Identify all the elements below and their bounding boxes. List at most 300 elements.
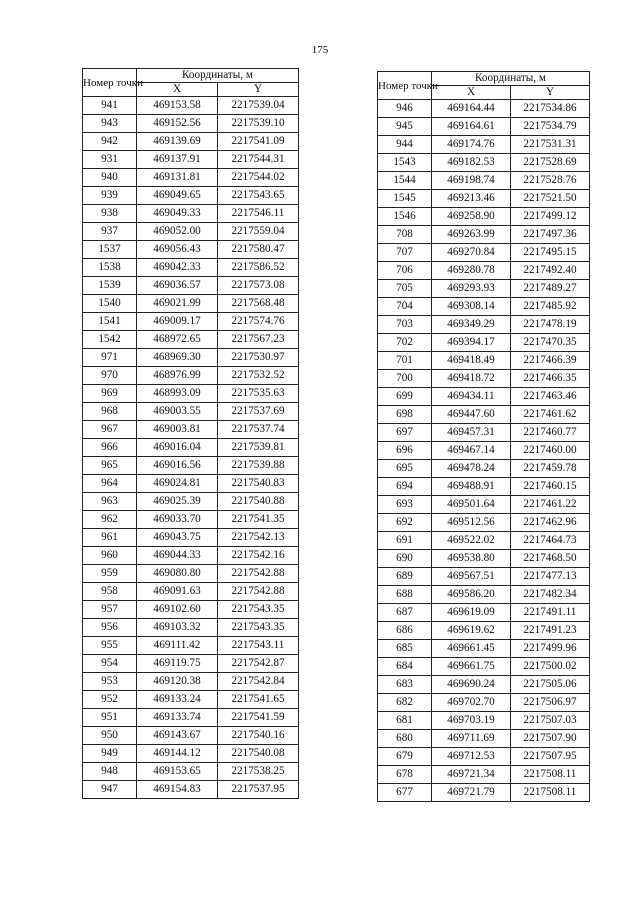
cell-x: 469043.75 <box>137 529 218 547</box>
cell-point-number: 1542 <box>83 331 137 349</box>
cell-y: 2217580.47 <box>218 241 299 259</box>
cell-y: 2217542.87 <box>218 655 299 673</box>
cell-y: 2217507.90 <box>511 730 590 748</box>
cell-y: 2217537.74 <box>218 421 299 439</box>
cell-point-number: 965 <box>83 457 137 475</box>
cell-y: 2217543.35 <box>218 601 299 619</box>
cell-x: 469661.45 <box>432 640 511 658</box>
table-row <box>83 133 299 151</box>
cell-y: 2217568.48 <box>218 295 299 313</box>
cell-point-number: 701 <box>378 352 432 370</box>
cell-y: 2217459.78 <box>511 460 590 478</box>
cell-point-number: 1541 <box>83 313 137 331</box>
cell-y: 2217559.04 <box>218 223 299 241</box>
table-row <box>83 601 299 619</box>
cell-y: 2217460.15 <box>511 478 590 496</box>
cell-x: 469137.91 <box>137 151 218 169</box>
cell-point-number: 703 <box>378 316 432 334</box>
cell-point-number: 945 <box>378 118 432 136</box>
cell-point-number: 700 <box>378 370 432 388</box>
cell-x: 469198.74 <box>432 172 511 190</box>
cell-x: 469488.91 <box>432 478 511 496</box>
table-row <box>83 655 299 673</box>
cell-x: 469091.63 <box>137 583 218 601</box>
cell-point-number: 1538 <box>83 259 137 277</box>
cell-x: 469049.33 <box>137 205 218 223</box>
cell-x: 469003.55 <box>137 403 218 421</box>
cell-point-number: 1543 <box>378 154 432 172</box>
cell-point-number: 706 <box>378 262 432 280</box>
cell-point-number: 938 <box>83 205 137 223</box>
cell-y: 2217482.34 <box>511 586 590 604</box>
cell-point-number: 688 <box>378 586 432 604</box>
cell-x: 469258.90 <box>432 208 511 226</box>
table-row <box>378 244 590 262</box>
cell-y: 2217478.19 <box>511 316 590 334</box>
cell-point-number: 678 <box>378 766 432 784</box>
coordinates-table-right <box>377 71 590 802</box>
cell-x: 469133.74 <box>137 709 218 727</box>
cell-y: 2217539.81 <box>218 439 299 457</box>
cell-x: 469111.42 <box>137 637 218 655</box>
cell-x: 469056.43 <box>137 241 218 259</box>
cell-point-number: 971 <box>83 349 137 367</box>
table-row <box>378 532 590 550</box>
cell-point-number: 689 <box>378 568 432 586</box>
cell-x: 468976.99 <box>137 367 218 385</box>
table-row <box>378 388 590 406</box>
header-y: Y <box>218 83 299 97</box>
cell-y: 2217466.39 <box>511 352 590 370</box>
cell-y: 2217497.36 <box>511 226 590 244</box>
table-row <box>378 784 590 802</box>
cell-point-number: 697 <box>378 424 432 442</box>
cell-point-number: 942 <box>83 133 137 151</box>
cell-y: 2217500.02 <box>511 658 590 676</box>
table-body-right <box>378 100 590 802</box>
cell-y: 2217541.65 <box>218 691 299 709</box>
cell-y: 2217466.35 <box>511 370 590 388</box>
cell-y: 2217460.00 <box>511 442 590 460</box>
cell-y: 2217461.62 <box>511 406 590 424</box>
cell-x: 469174.76 <box>432 136 511 154</box>
cell-x: 469721.34 <box>432 766 511 784</box>
cell-y: 2217542.13 <box>218 529 299 547</box>
table-row <box>378 352 590 370</box>
cell-point-number: 705 <box>378 280 432 298</box>
table-row <box>378 622 590 640</box>
cell-y: 2217460.77 <box>511 424 590 442</box>
cell-point-number: 707 <box>378 244 432 262</box>
cell-point-number: 964 <box>83 475 137 493</box>
cell-y: 2217586.52 <box>218 259 299 277</box>
cell-y: 2217491.11 <box>511 604 590 622</box>
table-row <box>83 241 299 259</box>
cell-y: 2217508.11 <box>511 766 590 784</box>
table-row <box>378 424 590 442</box>
cell-x: 469586.20 <box>432 586 511 604</box>
cell-point-number: 693 <box>378 496 432 514</box>
cell-y: 2217567.23 <box>218 331 299 349</box>
table-row <box>83 169 299 187</box>
cell-y: 2217491.23 <box>511 622 590 640</box>
cell-point-number: 1537 <box>83 241 137 259</box>
table-row <box>378 172 590 190</box>
cell-x: 469033.70 <box>137 511 218 529</box>
cell-y: 2217537.69 <box>218 403 299 421</box>
cell-y: 2217540.16 <box>218 727 299 745</box>
cell-x: 469102.60 <box>137 601 218 619</box>
table-row <box>83 295 299 313</box>
cell-y: 2217542.84 <box>218 673 299 691</box>
cell-point-number: 696 <box>378 442 432 460</box>
table-row <box>83 709 299 727</box>
cell-x: 469044.33 <box>137 547 218 565</box>
cell-point-number: 1544 <box>378 172 432 190</box>
cell-point-number: 702 <box>378 334 432 352</box>
cell-point-number: 1540 <box>83 295 137 313</box>
cell-y: 2217539.04 <box>218 97 299 115</box>
cell-x: 469036.57 <box>137 277 218 295</box>
table-row <box>83 421 299 439</box>
cell-point-number: 946 <box>378 100 432 118</box>
cell-y: 2217541.35 <box>218 511 299 529</box>
cell-point-number: 1539 <box>83 277 137 295</box>
cell-x: 469049.65 <box>137 187 218 205</box>
table-row <box>378 262 590 280</box>
header-x: X <box>432 86 511 100</box>
cell-point-number: 679 <box>378 748 432 766</box>
cell-point-number: 952 <box>83 691 137 709</box>
table-row <box>83 475 299 493</box>
cell-y: 2217544.02 <box>218 169 299 187</box>
cell-x: 469721.79 <box>432 784 511 802</box>
table-row <box>378 712 590 730</box>
cell-x: 469182.53 <box>432 154 511 172</box>
cell-point-number: 680 <box>378 730 432 748</box>
cell-point-number: 698 <box>378 406 432 424</box>
cell-y: 2217540.08 <box>218 745 299 763</box>
cell-point-number: 970 <box>83 367 137 385</box>
header-x: X <box>137 83 218 97</box>
cell-point-number: 958 <box>83 583 137 601</box>
cell-y: 2217528.69 <box>511 154 590 172</box>
table-row <box>83 439 299 457</box>
cell-point-number: 695 <box>378 460 432 478</box>
cell-x: 469308.14 <box>432 298 511 316</box>
cell-y: 2217543.11 <box>218 637 299 655</box>
cell-y: 2217507.95 <box>511 748 590 766</box>
cell-x: 469009.17 <box>137 313 218 331</box>
table-row <box>378 730 590 748</box>
cell-point-number: 684 <box>378 658 432 676</box>
table-row <box>378 766 590 784</box>
cell-x: 469016.04 <box>137 439 218 457</box>
cell-x: 469293.93 <box>432 280 511 298</box>
table-row <box>378 154 590 172</box>
cell-point-number: 948 <box>83 763 137 781</box>
cell-x: 469567.51 <box>432 568 511 586</box>
table-row <box>378 406 590 424</box>
cell-y: 2217542.16 <box>218 547 299 565</box>
cell-y: 2217461.22 <box>511 496 590 514</box>
table-row <box>378 280 590 298</box>
header-point-number: Номер точки <box>83 69 137 97</box>
cell-point-number: 969 <box>83 385 137 403</box>
cell-x: 469016.56 <box>137 457 218 475</box>
table-row <box>378 208 590 226</box>
table-row <box>83 259 299 277</box>
table-row <box>378 658 590 676</box>
cell-y: 2217542.88 <box>218 583 299 601</box>
table-row <box>83 403 299 421</box>
cell-x: 469702.70 <box>432 694 511 712</box>
cell-x: 469661.75 <box>432 658 511 676</box>
table-row <box>83 583 299 601</box>
cell-x: 469418.49 <box>432 352 511 370</box>
table-row <box>83 565 299 583</box>
table-row <box>83 547 299 565</box>
cell-x: 469690.24 <box>432 676 511 694</box>
cell-x: 469434.11 <box>432 388 511 406</box>
cell-point-number: 957 <box>83 601 137 619</box>
cell-y: 2217539.88 <box>218 457 299 475</box>
table-row <box>83 637 299 655</box>
cell-y: 2217507.03 <box>511 712 590 730</box>
header-y: Y <box>511 86 590 100</box>
coordinates-table-left <box>82 68 299 799</box>
cell-point-number: 961 <box>83 529 137 547</box>
table-row <box>83 385 299 403</box>
cell-point-number: 677 <box>378 784 432 802</box>
cell-point-number: 944 <box>378 136 432 154</box>
cell-x: 469152.56 <box>137 115 218 133</box>
table-row <box>378 442 590 460</box>
cell-y: 2217544.31 <box>218 151 299 169</box>
cell-y: 2217477.13 <box>511 568 590 586</box>
table-row <box>378 226 590 244</box>
cell-x: 469133.24 <box>137 691 218 709</box>
table-row <box>378 550 590 568</box>
cell-y: 2217541.09 <box>218 133 299 151</box>
cell-y: 2217534.79 <box>511 118 590 136</box>
cell-point-number: 947 <box>83 781 137 799</box>
cell-point-number: 955 <box>83 637 137 655</box>
table-row <box>83 331 299 349</box>
cell-x: 469619.62 <box>432 622 511 640</box>
cell-y: 2217492.40 <box>511 262 590 280</box>
cell-x: 469270.84 <box>432 244 511 262</box>
cell-y: 2217499.12 <box>511 208 590 226</box>
cell-point-number: 1546 <box>378 208 432 226</box>
cell-x: 469349.29 <box>432 316 511 334</box>
table-row <box>378 460 590 478</box>
cell-y: 2217543.35 <box>218 619 299 637</box>
table-row <box>83 187 299 205</box>
table-row <box>83 763 299 781</box>
table-row <box>83 529 299 547</box>
table-row <box>378 370 590 388</box>
table-row <box>378 298 590 316</box>
table-row <box>378 118 590 136</box>
table-row <box>83 115 299 133</box>
cell-x: 469447.60 <box>432 406 511 424</box>
cell-point-number: 950 <box>83 727 137 745</box>
table-row <box>378 604 590 622</box>
cell-point-number: 959 <box>83 565 137 583</box>
cell-y: 2217506.97 <box>511 694 590 712</box>
cell-x: 469711.69 <box>432 730 511 748</box>
cell-point-number: 941 <box>83 97 137 115</box>
cell-y: 2217535.63 <box>218 385 299 403</box>
cell-y: 2217531.31 <box>511 136 590 154</box>
table-row <box>83 313 299 331</box>
table-row <box>378 694 590 712</box>
cell-point-number: 704 <box>378 298 432 316</box>
cell-x: 469103.32 <box>137 619 218 637</box>
cell-y: 2217499.96 <box>511 640 590 658</box>
cell-point-number: 963 <box>83 493 137 511</box>
cell-point-number: 691 <box>378 532 432 550</box>
cell-x: 469154.83 <box>137 781 218 799</box>
table-row <box>83 457 299 475</box>
cell-y: 2217540.83 <box>218 475 299 493</box>
cell-x: 469703.19 <box>432 712 511 730</box>
cell-x: 469153.58 <box>137 97 218 115</box>
cell-y: 2217464.73 <box>511 532 590 550</box>
cell-x: 469478.24 <box>432 460 511 478</box>
cell-y: 2217485.92 <box>511 298 590 316</box>
table-row <box>378 190 590 208</box>
cell-x: 469080.80 <box>137 565 218 583</box>
cell-y: 2217539.10 <box>218 115 299 133</box>
cell-y: 2217540.88 <box>218 493 299 511</box>
table-row <box>83 97 299 115</box>
cell-point-number: 692 <box>378 514 432 532</box>
cell-y: 2217528.76 <box>511 172 590 190</box>
table-row <box>378 334 590 352</box>
cell-x: 469120.38 <box>137 673 218 691</box>
cell-x: 469143.67 <box>137 727 218 745</box>
table-row <box>83 727 299 745</box>
table-body-left <box>83 97 299 799</box>
cell-point-number: 686 <box>378 622 432 640</box>
cell-y: 2217532.52 <box>218 367 299 385</box>
cell-x: 469025.39 <box>137 493 218 511</box>
cell-y: 2217505.06 <box>511 676 590 694</box>
table-row <box>378 100 590 118</box>
header-coordinates: Координаты, м <box>432 72 590 86</box>
table-row <box>83 745 299 763</box>
cell-x: 469024.81 <box>137 475 218 493</box>
header-coordinates: Координаты, м <box>137 69 299 83</box>
cell-y: 2217541.59 <box>218 709 299 727</box>
cell-x: 469501.64 <box>432 496 511 514</box>
cell-x: 469457.31 <box>432 424 511 442</box>
table-row <box>83 691 299 709</box>
cell-y: 2217573.08 <box>218 277 299 295</box>
cell-point-number: 690 <box>378 550 432 568</box>
cell-y: 2217538.25 <box>218 763 299 781</box>
table-row <box>83 673 299 691</box>
cell-x: 469144.12 <box>137 745 218 763</box>
cell-x: 469003.81 <box>137 421 218 439</box>
table-row <box>83 205 299 223</box>
cell-x: 469418.72 <box>432 370 511 388</box>
cell-point-number: 962 <box>83 511 137 529</box>
cell-y: 2217508.11 <box>511 784 590 802</box>
table-row <box>378 568 590 586</box>
cell-x: 469164.44 <box>432 100 511 118</box>
cell-y: 2217470.35 <box>511 334 590 352</box>
table-row <box>83 367 299 385</box>
cell-point-number: 1545 <box>378 190 432 208</box>
cell-y: 2217537.95 <box>218 781 299 799</box>
cell-x: 469394.17 <box>432 334 511 352</box>
cell-point-number: 681 <box>378 712 432 730</box>
cell-y: 2217542.88 <box>218 565 299 583</box>
table-row <box>378 586 590 604</box>
cell-x: 469467.14 <box>432 442 511 460</box>
cell-x: 468972.65 <box>137 331 218 349</box>
header-point-number: Номер точки <box>378 72 432 100</box>
cell-x: 469263.99 <box>432 226 511 244</box>
cell-x: 469512.56 <box>432 514 511 532</box>
cell-point-number: 954 <box>83 655 137 673</box>
cell-x: 468993.09 <box>137 385 218 403</box>
cell-point-number: 694 <box>378 478 432 496</box>
cell-y: 2217463.46 <box>511 388 590 406</box>
cell-point-number: 699 <box>378 388 432 406</box>
cell-y: 2217462.96 <box>511 514 590 532</box>
table-row <box>83 151 299 169</box>
cell-x: 469052.00 <box>137 223 218 241</box>
cell-y: 2217543.65 <box>218 187 299 205</box>
cell-y: 2217468.50 <box>511 550 590 568</box>
cell-point-number: 687 <box>378 604 432 622</box>
cell-x: 469153.65 <box>137 763 218 781</box>
cell-point-number: 708 <box>378 226 432 244</box>
cell-point-number: 949 <box>83 745 137 763</box>
table-row <box>378 496 590 514</box>
table-row <box>378 514 590 532</box>
cell-x: 469021.99 <box>137 295 218 313</box>
cell-x: 469042.33 <box>137 259 218 277</box>
cell-x: 468969.30 <box>137 349 218 367</box>
cell-x: 469139.69 <box>137 133 218 151</box>
table-row <box>378 676 590 694</box>
table-row <box>83 781 299 799</box>
cell-y: 2217489.27 <box>511 280 590 298</box>
table-row <box>378 478 590 496</box>
cell-y: 2217534.86 <box>511 100 590 118</box>
table-row <box>378 316 590 334</box>
cell-point-number: 939 <box>83 187 137 205</box>
cell-point-number: 682 <box>378 694 432 712</box>
cell-x: 469164.61 <box>432 118 511 136</box>
cell-x: 469213.46 <box>432 190 511 208</box>
cell-point-number: 940 <box>83 169 137 187</box>
cell-point-number: 966 <box>83 439 137 457</box>
cell-point-number: 951 <box>83 709 137 727</box>
table-row <box>83 277 299 295</box>
table-row <box>83 511 299 529</box>
cell-y: 2217546.11 <box>218 205 299 223</box>
cell-y: 2217530.97 <box>218 349 299 367</box>
cell-x: 469712.53 <box>432 748 511 766</box>
cell-point-number: 943 <box>83 115 137 133</box>
table-row <box>378 640 590 658</box>
